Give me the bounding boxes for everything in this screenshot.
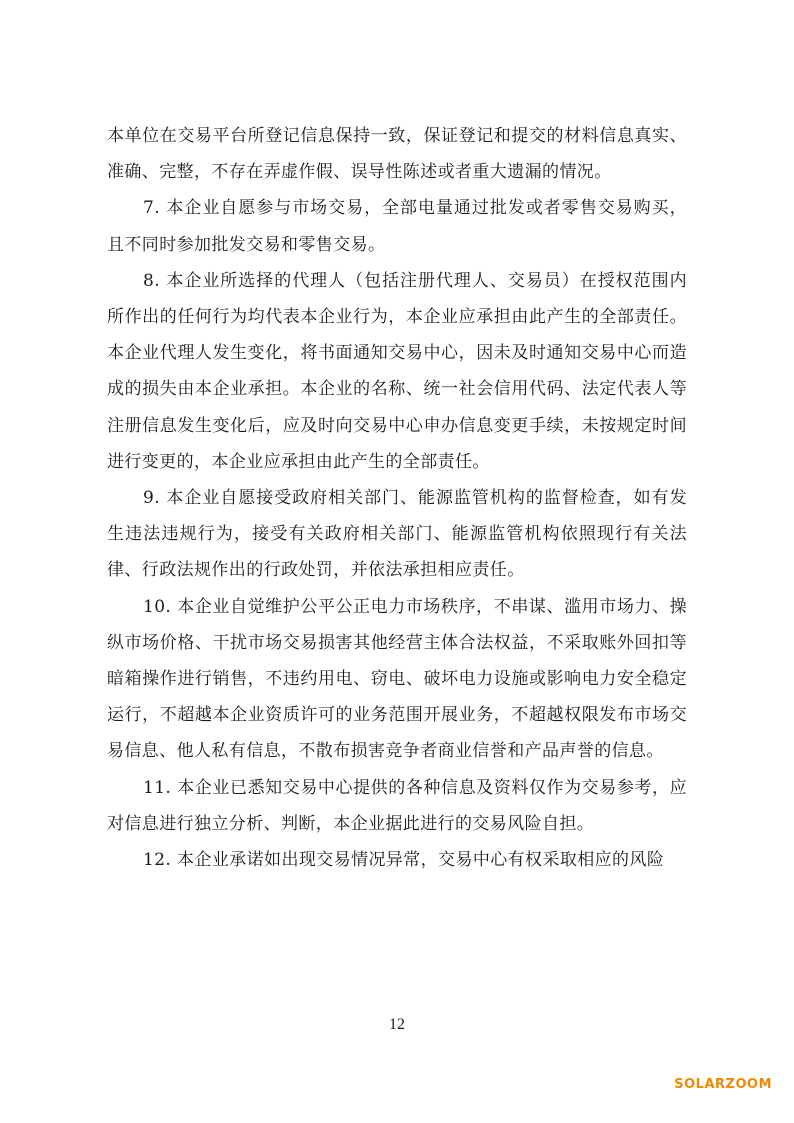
paragraph-item-7: 7. 本企业自愿参与市场交易，全部电量通过批发或者零售交易购买，且不同时参加批发交易和零售交易。 — [107, 198, 687, 255]
body-text — [107, 118, 687, 878]
page-number: 12 — [389, 1016, 405, 1033]
paragraph-item-8: 8. 本企业所选择的代理人（包括注册代理人、交易员）在授权范围内所作出的任何行为均代表本企业行为，本企业应承担由此产生的全部责任。本企业代理人发生变化，将书面通知交易中心，因未及时通知交易中心而造成的损失由本企业承担。本企业的名称、统一社会信用代码、法定代表人等注册信息发生变化后，应及时向交易中心申办信息变更手续，未按规定时间进行变更的，本企业应承担由此产生的全部责任。 — [107, 270, 687, 472]
watermark-logo: SOLARZOOM — [674, 1077, 772, 1092]
paragraph-continuation: 本单位在交易平台所登记信息保持一致，保证登记和提交的材料信息真实、准确、完整，不存在弄虚作假、误导性陈述或者重大遗漏的情况。 — [107, 126, 687, 183]
paragraph-item-9: 9. 本企业自愿接受政府相关部门、能源监管机构的监督检查，如有发生违法违规行为，接受有关政府相关部门、能源监管机构依照现行有关法律、行政法规作出的行政处罚，并依法承担相应责任。 — [107, 488, 687, 581]
paragraph-item-11: 11. 本企业已悉知交易中心提供的各种信息及资料仅作为交易参考，应对信息进行独立分析、判断，本企业据此进行的交易风险自担。 — [107, 777, 687, 834]
paragraph-item-10: 10. 本企业自觉维护公平公正电力市场秩序，不串谋、滥用市场力、操纵市场价格、干扰市场交易损害其他经营主体合法权益，不采取账外回扣等暗箱操作进行销售，不违约用电、窃电、破坏电力设施或影响电力安全稳定运行，不超越本企业资质许可的业务范围开展业务，不超越权限发布市场交易信息、他人私有信息，不散布损害竞争者商业信誉和产品声誉的信息。 — [107, 596, 687, 762]
paragraph-item-12: 12. 本企业承诺如出现交易情况异常，交易中心有权采取相应的风险 — [143, 850, 665, 871]
